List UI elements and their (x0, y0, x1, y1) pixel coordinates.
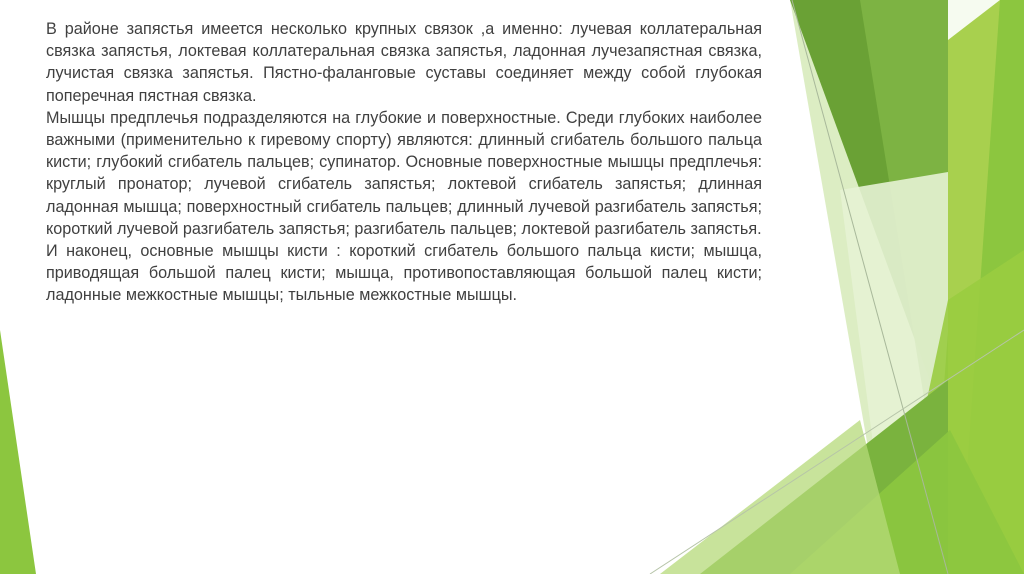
paragraph-forearm-muscles: Мышцы предплечья подразделяются на глубокие и поверхностные. Среди глубоких наиболее важными (применительно к гиревому спорту) являются: длинный сгибатель большого пальца кисти; глубокий сгибатель пальцев; супинатор. Основные поверхностные мышцы предплечья: круглый пронатор; лучевой сгибатель запястья; локтевой сгибатель запястья; длинная ладонная мышца; поверхностный сгибатель пальцев; длинный лучевой разгибатель запястья; короткий лучевой разгибатель запястья; разгибатель пальцев; локтевой разгибатель запястья. (46, 108, 762, 238)
left-green-sliver (0, 330, 36, 574)
paragraph-wrist-ligaments: В районе запястья имеется несколько крупных связок ,а именно: лучевая коллатеральная связка запястья, локтевая коллатеральная связка запястья, ладонная лучезапястная связка, лучистая связка запястья. Пястно-фаланговые суставы соединяет между собой глубокая поперечная пястная связка. (46, 20, 762, 105)
paragraph-hand-muscles: И наконец, основные мышцы кисти : короткий сгибатель большого пальца кисти; мышца, приводящая большой палец кисти; мышца, противопоставляющая большой палец кисти; ладонные межкостные мышцы; тыльные межкостные мышцы. (46, 242, 762, 305)
body-text-box (46, 18, 762, 307)
facet-bottom-light (660, 420, 900, 574)
